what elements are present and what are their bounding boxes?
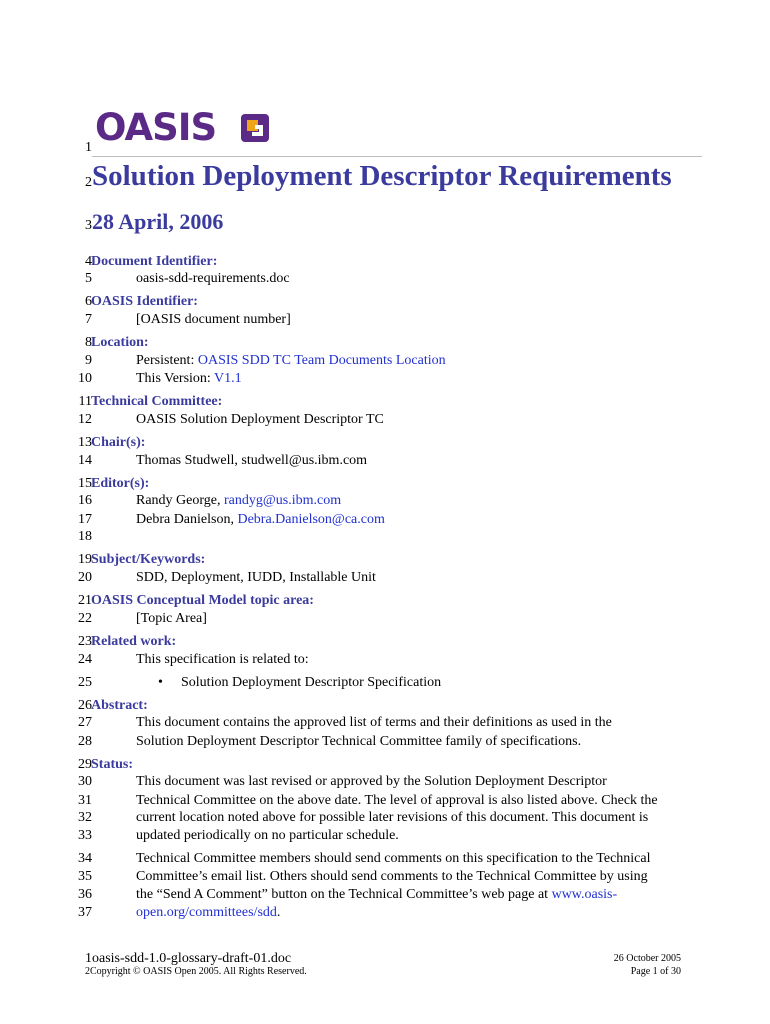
svg-text:OASIS: OASIS (95, 108, 217, 146)
body-text (136, 773, 607, 790)
text-run: This specification is related to: (136, 652, 309, 667)
text-run: [Topic Area] (136, 611, 207, 626)
text-run: OASIS Solution Deployment Descriptor TC (136, 412, 384, 427)
text-run: Technical Committee on the above date. The level of approval is also listed above. Check the (136, 793, 658, 808)
body-text (136, 270, 290, 287)
text-run: Debra Danielson, (136, 512, 238, 527)
body-text (136, 809, 648, 826)
body-text (136, 827, 399, 844)
hyperlink[interactable]: randyg@us.ibm.com (224, 493, 342, 508)
document-date: 28 April, 2006 (92, 209, 224, 234)
footer-page-number: Page 1 of 30 (630, 966, 681, 977)
body-text (136, 868, 648, 885)
field-label: Location: (91, 335, 149, 350)
body-text (136, 733, 581, 750)
field-label: Document Identifier: (91, 254, 218, 269)
bullet-icon: • (158, 675, 163, 690)
body-text (136, 651, 309, 668)
footer-doc-name: 1oasis-sdd-1.0-glossary-draft-01.doc (85, 951, 292, 966)
body-text (136, 569, 376, 586)
body-text (136, 452, 367, 469)
field-label: OASIS Conceptual Model topic area: (91, 593, 314, 608)
field-label: Chair(s): (91, 435, 146, 450)
hyperlink[interactable]: V1.1 (214, 371, 242, 386)
text-run: the “Send A Comment” button on the Technical Committee’s web page at (136, 887, 552, 902)
text-run: This document contains the approved list of terms and their definitions as used in the (136, 715, 612, 730)
body-text (136, 904, 280, 921)
oasis-logo-icon (95, 108, 277, 146)
text-run: SDD, Deployment, IUDD, Installable Unit (136, 570, 376, 585)
text-run: Committee’s email list. Others should send comments to the Technical Committee by using (136, 869, 648, 884)
text-run: Solution Deployment Descriptor Technical Committee family of specifications. (136, 734, 582, 749)
text-run: Randy George, (136, 493, 224, 508)
text-run: This Version: (136, 371, 215, 386)
body-text (136, 511, 385, 528)
text-run: This document was last revised or approved by the Solution Deployment Descriptor (136, 774, 607, 789)
text-run: [OASIS document number] (136, 312, 291, 327)
text-run: current location noted above for possible later revisions of this document. This document is (136, 810, 649, 825)
text-run: Thomas Studwell, studwell@us.ibm.com (136, 453, 368, 468)
field-label: Abstract: (91, 698, 148, 713)
text-run: updated periodically on no particular schedule. (136, 828, 399, 843)
body-text (136, 610, 207, 627)
field-label: Related work: (91, 634, 177, 649)
field-label: Editor(s): (91, 476, 150, 491)
body-text (136, 492, 341, 509)
footer-copyright: 2Copyright © OASIS Open 2005. All Rights Reserved. (85, 966, 307, 977)
body-text (136, 886, 617, 903)
oasis-logo (95, 108, 277, 151)
body-text (136, 850, 651, 867)
body-text (136, 792, 658, 809)
field-label: OASIS Identifier: (91, 294, 198, 309)
body-text (136, 352, 446, 369)
hyperlink[interactable]: OASIS SDD TC Team Documents Location (197, 353, 446, 368)
list-item: Solution Deployment Descriptor Specification (181, 675, 442, 690)
footer-date: 26 October 2005 (613, 953, 681, 964)
hyperlink[interactable]: open.org/committees/sdd (136, 905, 277, 920)
hyperlink[interactable]: Debra.Danielson@ca.com (237, 512, 385, 527)
hyperlink[interactable]: www.oasis- (551, 887, 618, 902)
text-run: . (276, 905, 281, 920)
body-text (136, 411, 384, 428)
text-run: oasis-sdd-requirements.doc (136, 271, 290, 286)
header-rule (92, 156, 702, 157)
body-text (136, 370, 242, 387)
field-label: Subject/Keywords: (91, 552, 206, 567)
body-text (136, 714, 612, 731)
document-title: Solution Deployment Descriptor Requirements (92, 160, 672, 192)
text-run: Persistent: (136, 353, 198, 368)
field-label: Status: (91, 757, 134, 772)
field-label: Technical Committee: (91, 394, 223, 409)
text-run: Technical Committee members should send comments on this specification to the Technical (136, 851, 651, 866)
body-text (136, 311, 291, 328)
